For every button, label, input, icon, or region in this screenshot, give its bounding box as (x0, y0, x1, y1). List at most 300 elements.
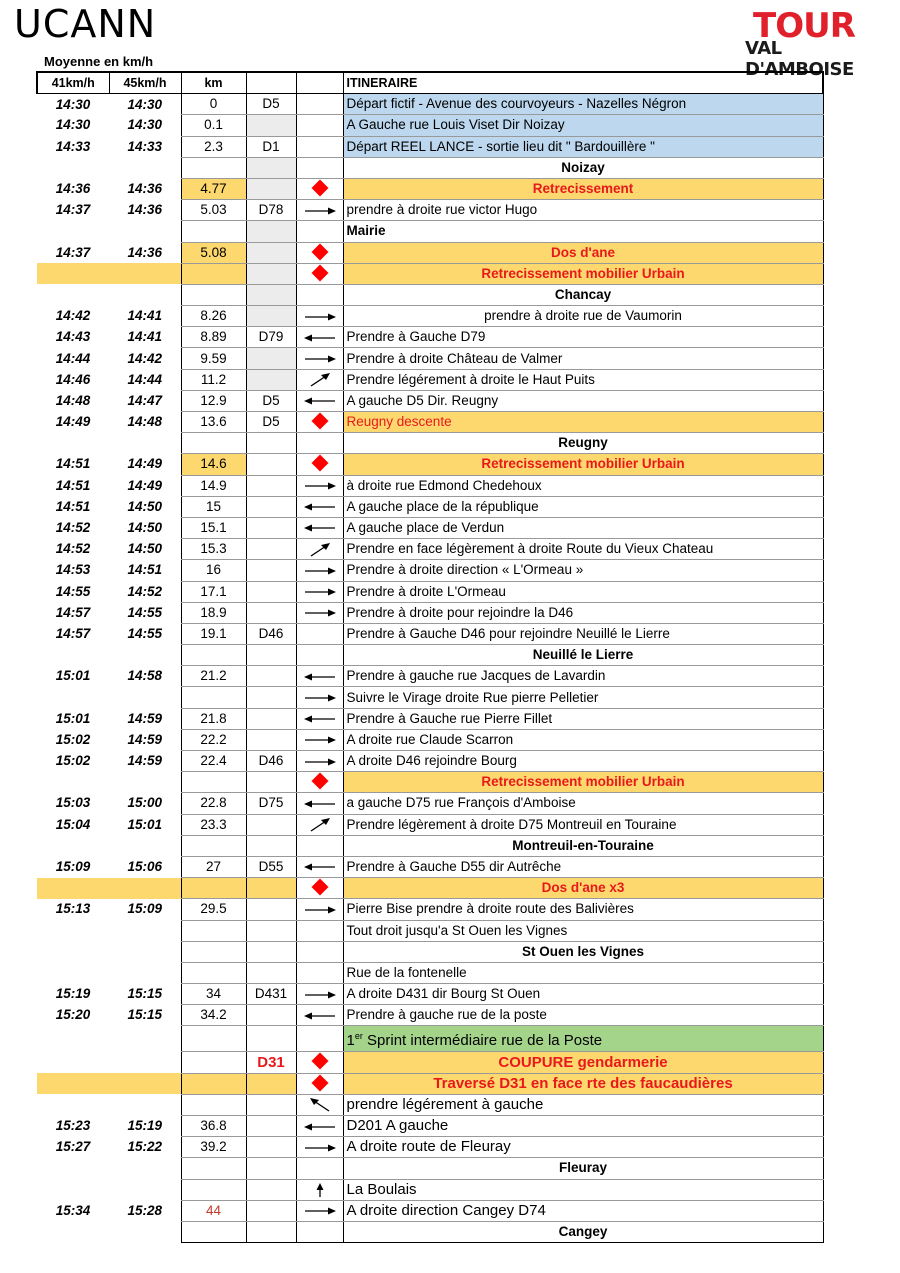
direction-cell (296, 263, 343, 284)
km-value (181, 1221, 246, 1242)
time-41kmh: 15:13 (55, 901, 91, 917)
itinerary-description: La Boulais (343, 1179, 823, 1200)
km-value: 8.89 (181, 327, 246, 348)
itinerary-row (37, 539, 823, 560)
time-41kmh (37, 1158, 109, 1179)
itinerary-description: Retrecissement mobilier Urbain (343, 772, 823, 793)
direction-cell (296, 772, 343, 793)
arrow-right-icon (303, 479, 337, 493)
direction-cell (296, 1026, 343, 1052)
arrow-right-icon (303, 903, 337, 917)
direction-cell (296, 115, 343, 136)
road-number (246, 708, 296, 729)
itinerary-description: Dos d'ane (343, 242, 823, 263)
itinerary-description: A droite route de Fleuray (343, 1137, 823, 1158)
time-41kmh: 15:27 (55, 1139, 91, 1155)
time-41kmh (37, 1026, 109, 1052)
time-45kmh (109, 941, 181, 962)
road-number (246, 1005, 296, 1026)
direction-cell (296, 941, 343, 962)
road-number: D46 (246, 623, 296, 644)
time-41kmh: 14:42 (55, 308, 91, 324)
warning-diamond-icon (311, 773, 328, 790)
road-number (246, 1158, 296, 1179)
time-45kmh: 15:15 (127, 1007, 163, 1023)
time-45kmh: 14:51 (127, 562, 163, 578)
direction-cell (296, 454, 343, 475)
direction-cell (296, 242, 343, 263)
average-speed-label: Moyenne en km/h (44, 54, 154, 69)
time-41kmh (37, 878, 109, 899)
itinerary-description: COUPURE gendarmerie (343, 1052, 823, 1073)
time-41kmh (37, 645, 109, 666)
tour-logo-line1: TOUR (753, 6, 855, 46)
time-41kmh (37, 157, 109, 178)
header-road (246, 72, 296, 94)
itinerary-row (37, 136, 823, 157)
km-value (181, 878, 246, 899)
km-value (181, 1026, 246, 1052)
direction-cell (296, 666, 343, 687)
km-value: 0 (181, 94, 246, 115)
direction-cell (296, 200, 343, 221)
itinerary-row (37, 772, 823, 793)
arrow-right-icon (303, 691, 337, 705)
itinerary-description: A droite direction Cangey D74 (343, 1200, 823, 1221)
km-value: 21.2 (181, 666, 246, 687)
arrow-up-right-icon (308, 817, 332, 833)
time-41kmh: 15:23 (55, 1118, 91, 1134)
itinerary-description: Prendre à Gauche rue Pierre Fillet (343, 708, 823, 729)
time-41kmh (37, 284, 109, 305)
time-41kmh (37, 920, 109, 941)
arrow-right-icon (303, 585, 337, 599)
itinerary-description: Reugny descente (343, 412, 823, 433)
km-value: 9.59 (181, 348, 246, 369)
time-45kmh (109, 920, 181, 941)
time-45kmh: 14:41 (127, 308, 163, 324)
itinerary-row (37, 200, 823, 221)
direction-cell (296, 835, 343, 856)
itinerary-row (37, 263, 823, 284)
km-value: 17.1 (181, 581, 246, 602)
itinerary-row (37, 793, 823, 814)
direction-cell (296, 221, 343, 242)
itinerary-row (37, 1200, 823, 1221)
time-45kmh: 14:49 (127, 456, 163, 472)
time-45kmh (109, 772, 181, 793)
time-45kmh: 14:42 (127, 350, 163, 366)
itinerary-row (37, 623, 823, 644)
itinerary-description: 1er Sprint intermédiaire rue de la Poste (343, 1026, 823, 1052)
km-value: 34 (181, 984, 246, 1005)
arrow-left-icon (303, 797, 337, 811)
itinerary-row (37, 369, 823, 390)
road-number: D5 (246, 412, 296, 433)
km-value (181, 1094, 246, 1115)
km-value: 13.6 (181, 412, 246, 433)
road-number (246, 348, 296, 369)
time-45kmh: 14:52 (127, 583, 163, 599)
itinerary-row (37, 1052, 823, 1073)
time-41kmh: 15:01 (55, 710, 91, 726)
warning-diamond-icon (311, 264, 328, 281)
itinerary-description: A gauche place de la république (343, 496, 823, 517)
arrow-up-right-icon (308, 372, 332, 388)
itinerary-description: St Ouen les Vignes (343, 941, 823, 962)
itinerary-description: Prendre en face légèrement à droite Route du Vieux Chateau (343, 539, 823, 560)
time-41kmh (37, 433, 109, 454)
time-45kmh (109, 221, 181, 242)
ucann-logo: UCANN (14, 2, 157, 46)
km-value (181, 1073, 246, 1094)
itinerary-description: Montreuil-en-Touraine (343, 835, 823, 856)
header-km: km (181, 72, 246, 94)
km-value (181, 433, 246, 454)
direction-cell (296, 475, 343, 496)
itinerary-description: Suivre le Virage droite Rue pierre Pelletier (343, 687, 823, 708)
itinerary-description: Prendre à gauche rue Jacques de Lavardin (343, 666, 823, 687)
direction-cell (296, 856, 343, 877)
road-number (246, 221, 296, 242)
itinerary-description: A droite D46 rejoindre Bourg (343, 751, 823, 772)
time-45kmh: 15:09 (127, 901, 163, 917)
itinerary-row (37, 814, 823, 835)
itinerary-row (37, 348, 823, 369)
time-41kmh: 14:43 (55, 329, 91, 345)
road-number: D31 (246, 1052, 296, 1073)
direction-cell (296, 751, 343, 772)
itinerary-description: A Gauche rue Louis Viset Dir Noizay (343, 115, 823, 136)
direction-cell (296, 327, 343, 348)
road-number (246, 1026, 296, 1052)
km-value: 5.08 (181, 242, 246, 263)
time-45kmh: 14:36 (127, 202, 163, 218)
direction-cell (296, 1158, 343, 1179)
road-number (246, 602, 296, 623)
direction-cell (296, 136, 343, 157)
time-45kmh (109, 1094, 181, 1115)
arrow-left-icon (303, 500, 337, 514)
time-41kmh (37, 1221, 109, 1242)
time-45kmh: 14:55 (127, 604, 163, 620)
itinerary-description: Dos d'ane x3 (343, 878, 823, 899)
itinerary-description: A gauche D5 Dir. Reugny (343, 390, 823, 411)
km-value: 2.3 (181, 136, 246, 157)
direction-cell (296, 984, 343, 1005)
itinerary-row (37, 1005, 823, 1026)
itinerary-row (37, 602, 823, 623)
time-41kmh (37, 941, 109, 962)
itinerary-description: Prendre à droite Château de Valmer (343, 348, 823, 369)
warning-diamond-icon (311, 413, 328, 430)
itinerary-row (37, 496, 823, 517)
arrow-left-icon (303, 1009, 337, 1023)
km-value: 18.9 (181, 602, 246, 623)
time-45kmh: 14:59 (127, 710, 163, 726)
arrow-up-right-icon (308, 542, 332, 558)
itinerary-description: Pierre Bise prendre à droite route des Balivières (343, 899, 823, 920)
itinerary-row (37, 920, 823, 941)
road-number (246, 539, 296, 560)
warning-diamond-icon (311, 1074, 328, 1091)
itinerary-description: Prendre à droite pour rejoindre la D46 (343, 602, 823, 623)
direction-cell (296, 581, 343, 602)
tour-logo-line2: VAL D'AMBOISE (745, 38, 854, 80)
time-45kmh: 14:36 (127, 244, 163, 260)
road-number (246, 1221, 296, 1242)
time-45kmh: 15:22 (127, 1139, 163, 1155)
road-number (246, 433, 296, 454)
direction-cell (296, 814, 343, 835)
tour-val-amboise-logo (745, 6, 885, 80)
road-number (246, 772, 296, 793)
time-45kmh: 14:50 (127, 520, 163, 536)
road-number (246, 1073, 296, 1094)
arrow-right-icon (303, 755, 337, 769)
road-number (246, 1179, 296, 1200)
itinerary-description: Prendre à Gauche D55 dir Autrêche (343, 856, 823, 877)
road-number (246, 666, 296, 687)
itinerary-row (37, 1221, 823, 1242)
road-number (246, 941, 296, 962)
time-41kmh: 14:52 (55, 541, 91, 557)
itinerary-row (37, 560, 823, 581)
road-number (246, 835, 296, 856)
itinerary-row (37, 178, 823, 199)
itinerary-description: Traversé D31 en face rte des faucaudières (343, 1073, 823, 1094)
itinerary-row (37, 157, 823, 178)
km-value: 5.03 (181, 200, 246, 221)
time-45kmh (109, 263, 181, 284)
itinerary-description: Départ REEL LANCE - sortie lieu dit " Bardouillère " (343, 136, 823, 157)
arrow-right-icon (303, 1204, 337, 1218)
road-number (246, 878, 296, 899)
time-41kmh (37, 687, 109, 708)
km-value: 8.26 (181, 306, 246, 327)
direction-cell (296, 284, 343, 305)
direction-cell (296, 793, 343, 814)
direction-cell (296, 1116, 343, 1137)
road-number: D5 (246, 390, 296, 411)
direction-cell (296, 433, 343, 454)
itinerary-description: Rue de la fontenelle (343, 962, 823, 983)
direction-cell (296, 560, 343, 581)
road-number: D78 (246, 200, 296, 221)
time-45kmh (109, 1221, 181, 1242)
time-45kmh (109, 1158, 181, 1179)
direction-cell (296, 348, 343, 369)
itinerary-row (37, 666, 823, 687)
itinerary-row (37, 1073, 823, 1094)
time-45kmh: 14:59 (127, 731, 163, 747)
direction-cell (296, 1137, 343, 1158)
time-45kmh: 14:50 (127, 541, 163, 557)
itinerary-description: Prendre à droite direction « L'Ormeau » (343, 560, 823, 581)
direction-cell (296, 899, 343, 920)
road-number (246, 687, 296, 708)
time-45kmh: 14:58 (127, 668, 163, 684)
time-41kmh: 15:04 (55, 816, 91, 832)
arrow-right-icon (303, 204, 337, 218)
arrow-right-icon (303, 310, 337, 324)
itinerary-row (37, 729, 823, 750)
road-number (246, 729, 296, 750)
warning-diamond-icon (311, 879, 328, 896)
itinerary-row (37, 1116, 823, 1137)
itinerary-description: Tout droit jusqu'a St Ouen les Vignes (343, 920, 823, 941)
direction-cell (296, 306, 343, 327)
time-45kmh: 14:49 (127, 477, 163, 493)
header-icon (296, 72, 343, 94)
road-number (246, 814, 296, 835)
itinerary-description: Prendre légèrement à droite D75 Montreuil en Touraine (343, 814, 823, 835)
itinerary-row (37, 878, 823, 899)
time-45kmh (109, 1179, 181, 1200)
time-45kmh: 15:15 (127, 986, 163, 1002)
direction-cell (296, 687, 343, 708)
direction-cell (296, 496, 343, 517)
time-45kmh: 14:59 (127, 753, 163, 769)
km-value: 12.9 (181, 390, 246, 411)
km-value (181, 263, 246, 284)
itinerary-row (37, 899, 823, 920)
road-number (246, 454, 296, 475)
km-value: 15 (181, 496, 246, 517)
road-number (246, 115, 296, 136)
time-45kmh: 14:41 (127, 329, 163, 345)
km-value (181, 221, 246, 242)
arrow-left-icon (303, 394, 337, 408)
time-41kmh: 15:34 (55, 1202, 91, 1218)
direction-cell (296, 369, 343, 390)
itinerary-row (37, 1158, 823, 1179)
arrow-right-icon (303, 733, 337, 747)
direction-cell (296, 962, 343, 983)
direction-cell (296, 94, 343, 115)
direction-cell (296, 1094, 343, 1115)
arrow-right-icon (303, 988, 337, 1002)
table-header-row (37, 72, 823, 94)
direction-cell (296, 602, 343, 623)
itinerary-row (37, 94, 823, 115)
time-41kmh: 14:30 (55, 96, 91, 112)
km-value (181, 920, 246, 941)
road-number (246, 517, 296, 538)
itinerary-row (37, 517, 823, 538)
time-41kmh: 14:30 (55, 117, 91, 133)
itinerary-row (37, 1094, 823, 1115)
arrow-right-icon (303, 564, 337, 578)
itinerary-description: a gauche D75 rue François d'Amboise (343, 793, 823, 814)
itinerary-description: A droite rue Claude Scarron (343, 729, 823, 750)
road-number (246, 178, 296, 199)
time-45kmh (109, 687, 181, 708)
km-value: 11.2 (181, 369, 246, 390)
road-number: D1 (246, 136, 296, 157)
arrow-left-icon (303, 331, 337, 345)
itinerary-description: Départ fictif - Avenue des courvoyeurs - Nazelles Négron (343, 94, 823, 115)
km-value (181, 687, 246, 708)
header-itinerary: ITINERAIRE (343, 72, 823, 94)
direction-cell (296, 178, 343, 199)
time-45kmh (109, 835, 181, 856)
time-45kmh (109, 1026, 181, 1052)
itinerary-description: Retrecissement mobilier Urbain (343, 263, 823, 284)
itinerary-row (37, 581, 823, 602)
itinerary-row (37, 1137, 823, 1158)
time-41kmh (37, 1179, 109, 1200)
itinerary-description: Prendre à gauche rue de la poste (343, 1005, 823, 1026)
time-45kmh: 15:28 (127, 1202, 163, 1218)
km-value: 0.1 (181, 115, 246, 136)
itinerary-row (37, 475, 823, 496)
arrow-left-icon (303, 670, 337, 684)
warning-diamond-icon (311, 179, 328, 196)
time-41kmh: 14:49 (55, 414, 91, 430)
direction-cell (296, 1221, 343, 1242)
arrow-up-left-icon (308, 1097, 332, 1113)
km-value: 36.8 (181, 1116, 246, 1137)
direction-cell (296, 1052, 343, 1073)
itinerary-description: Chancay (343, 284, 823, 305)
time-41kmh: 14:33 (55, 138, 91, 154)
itinerary-row (37, 327, 823, 348)
km-value: 27 (181, 856, 246, 877)
road-number (246, 920, 296, 941)
direction-cell (296, 412, 343, 433)
time-41kmh: 15:02 (55, 731, 91, 747)
time-41kmh (37, 221, 109, 242)
arrow-right-icon (303, 1141, 337, 1155)
km-value (181, 645, 246, 666)
road-number (246, 306, 296, 327)
km-value (181, 941, 246, 962)
km-value (181, 1179, 246, 1200)
time-41kmh: 14:51 (55, 456, 91, 472)
time-45kmh: 15:06 (127, 859, 163, 875)
time-45kmh (109, 157, 181, 178)
time-41kmh: 15:20 (55, 1007, 91, 1023)
itinerary-row (37, 412, 823, 433)
arrow-left-icon (303, 521, 337, 535)
time-41kmh: 14:51 (55, 477, 91, 493)
itinerary-row (37, 941, 823, 962)
road-number (246, 284, 296, 305)
km-value: 23.3 (181, 814, 246, 835)
itinerary-row (37, 1179, 823, 1200)
km-value (181, 284, 246, 305)
warning-diamond-icon (311, 455, 328, 472)
itinerary-row (37, 1026, 823, 1052)
itinerary-description: Prendre à Gauche D46 pour rejoindre Neuillé le Lierre (343, 623, 823, 644)
time-41kmh (37, 962, 109, 983)
arrow-right-icon (303, 606, 337, 620)
itinerary-row (37, 242, 823, 263)
road-number (246, 157, 296, 178)
road-number (246, 1200, 296, 1221)
time-41kmh: 15:02 (55, 753, 91, 769)
time-41kmh: 15:19 (55, 986, 91, 1002)
time-41kmh (37, 1073, 109, 1094)
time-41kmh: 14:57 (55, 604, 91, 620)
time-41kmh (37, 1094, 109, 1115)
km-value: 39.2 (181, 1137, 246, 1158)
time-45kmh (109, 878, 181, 899)
time-41kmh: 15:03 (55, 795, 91, 811)
itinerary-description: Prendre à droite L'Ormeau (343, 581, 823, 602)
itinerary-row (37, 390, 823, 411)
